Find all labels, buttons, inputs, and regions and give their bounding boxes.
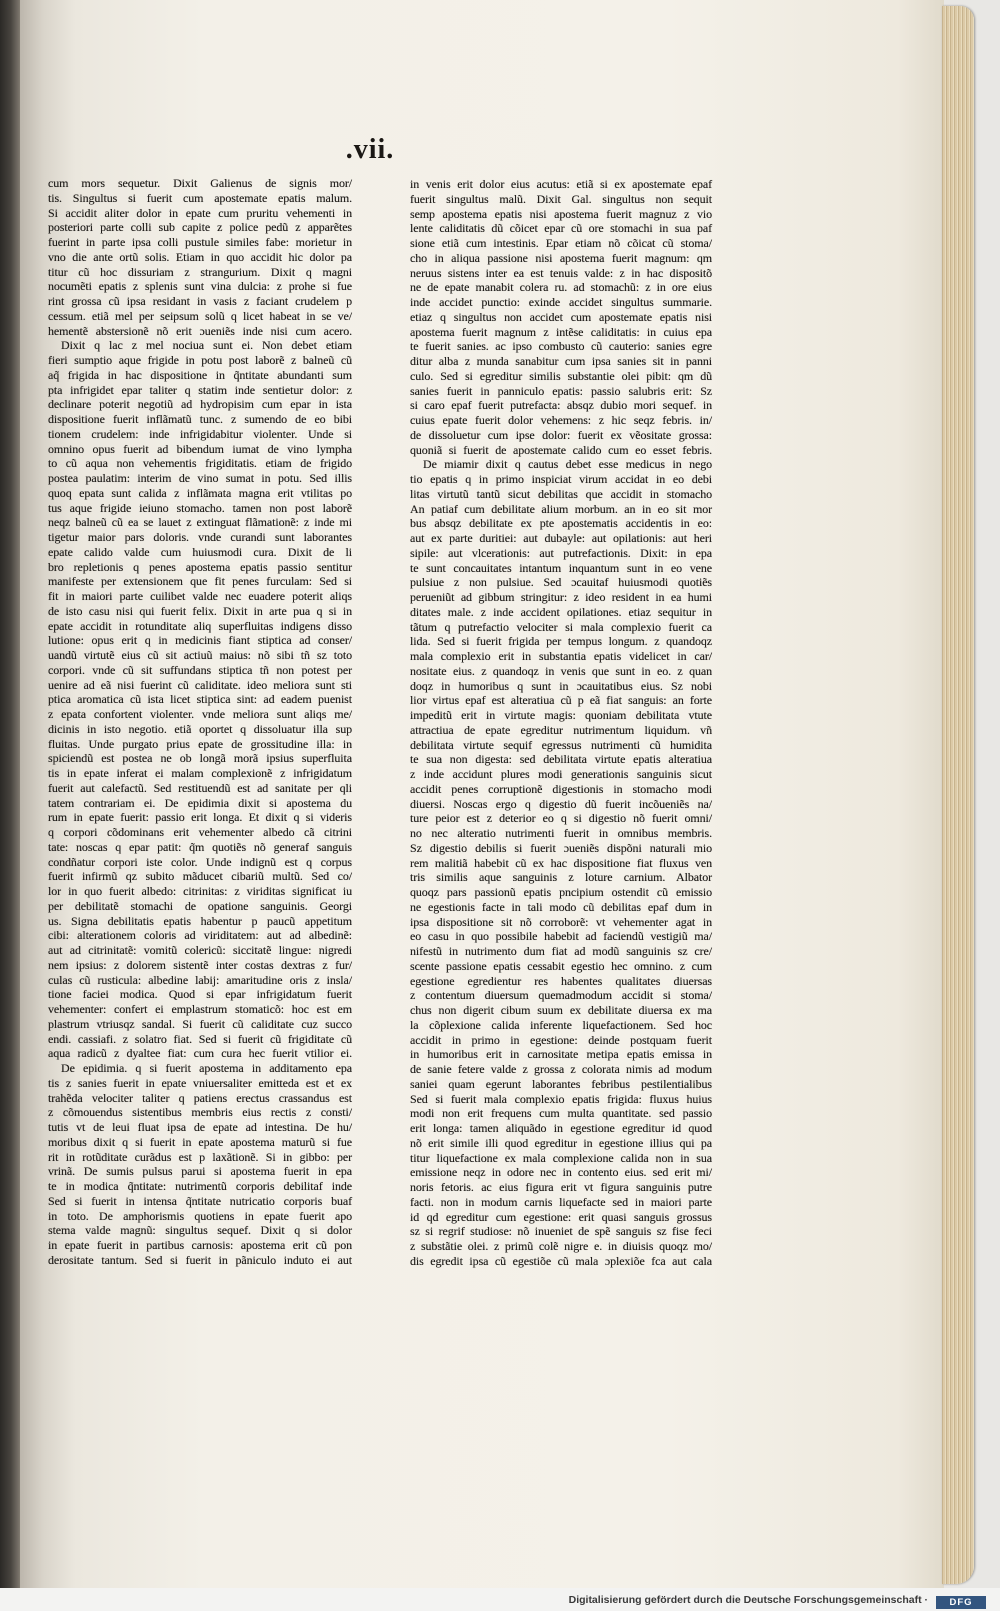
text-line: uandũ virtutẽ eius cũ sit actiuũ maius: nõ sibi tñ sz toto <box>48 648 352 662</box>
text-line: rem malitiã habebit cũ ex hac dispositione fiat fluxus ven <box>410 855 712 870</box>
text-line: nositate eius. z quandoqz in venis que sunt in eo. z quan <box>410 663 712 678</box>
text-line: fuerit infirmũ qz subito mãducet cibariũ multũ. Sed co/ <box>48 869 352 884</box>
text-line: eo casu in quo possibile habebit ad faciendũ vestigiũ ma/ <box>410 929 712 944</box>
text-line: scente passione epatis cessabit egestio hec omnino. z cum <box>410 958 712 973</box>
text-line: in venis erit dolor eius acutus: etiã si ex apostemate epaf <box>410 177 712 191</box>
text-line: uenire ad eã nisi fuerint cũ caliditate. ideo meliora sunt sti <box>48 677 352 692</box>
text-line: cibi: alterationem coloris ad viriditatem: aut ad albedinẽ: <box>48 928 352 943</box>
text-line: tris similis aque sanguinis z loture carnium. Albator <box>410 870 712 885</box>
text-line: corpori. vnde cũ sit suffundans stiptica tñ non potest per <box>48 662 352 677</box>
text-line: facti. non in modum carnis liquefacte sed in maiori parte <box>410 1194 712 1209</box>
text-line: ditur alba z munda sanabitur cum ipsa sanies sit in panni <box>410 354 712 368</box>
text-line: bro repletionis q penes apostema epatis passio sentitur <box>48 559 352 574</box>
text-line: rum in epate fuerit: passio erit longa. Et dixit q si videris <box>48 810 352 825</box>
text-line: attractiua de epate egreditur nutrimentum liquidum. vñ <box>410 722 712 737</box>
text-line: endi. cassiafi. z solatro fiat. Sed si fuerit cũ frigiditate cũ <box>48 1031 352 1046</box>
text-line: epate accidit in rotunditate aliq superfluitas indigens disso <box>48 618 352 633</box>
running-head: .vii. <box>345 134 395 165</box>
text-line: fuerint in parte ipsa colli pustule similes fabe: morietur in <box>48 235 352 249</box>
text-line: noris fetoris. ac eius figura erit vt figura sanguinis putre <box>410 1180 712 1194</box>
text-line: ne egestionis facte in tali modo cũ debilitas epaf dum in <box>410 899 712 914</box>
text-line: in humoribus erit in carnositate metipa epatis emissa in <box>410 1047 712 1062</box>
text-line: neqz balneũ cũ ea se lauet z extinguat flãmationẽ: z inde mi <box>48 515 352 530</box>
text-line: culas cũ rusticula: albedine labij: amaritudine oris z insla/ <box>48 972 352 987</box>
text-line: la cõplexione calida inferente liquefactionem. Sed hoc <box>410 1017 712 1032</box>
right-text-column <box>410 177 712 1269</box>
text-line: to cũ aqua non vehementis frigiditatis. etiam de frigido <box>48 456 352 471</box>
text-line: bus absqz debilitate ex pte apostematis accidentis in eo: <box>410 516 712 531</box>
text-line: cuius epate fuerit dolor vehemens: z hic seqz febris. in/ <box>410 413 712 427</box>
text-line: Sed si fuerit in intensa q̃ntitate nutricatio corporis buaf <box>48 1193 352 1208</box>
text-line: litas virtutũ tantũ sicut debilitas que accidit in stomacho <box>410 486 712 501</box>
text-line: saniei quam egerunt laborantes febribus pestilentialibus <box>410 1076 712 1091</box>
page-edges <box>942 6 974 1584</box>
text-line: te fuerit sanies. ac ipso combusto cũ cauterio: sanies egre <box>410 339 712 354</box>
text-line: lente caliditatis dũ cõicet epar cũ ore stomachi in sua paf <box>410 221 712 236</box>
text-line: tis in epate inferat ei malam complexionẽ z infrigidatum <box>48 766 352 780</box>
text-line: chus non digerit cibum suum ex debilitate diuersa ex ma <box>410 1003 712 1017</box>
text-line: dis egredit ipsa cũ egestiõe cũ mala ɔplexiõe fca aut cala <box>410 1253 712 1268</box>
text-line: te sunt concauitates intantum inquantum sunt in eo vene <box>410 560 712 575</box>
text-line: te in modica q̃ntitate: nutrimentũ corporis debilitaf inde <box>48 1179 352 1193</box>
text-line: quoniã si fuerit de apostemate calido cum eo esset febris. <box>410 442 712 457</box>
text-line: trahẽda velociter taliter q patiens erectus crassandus est <box>48 1090 352 1105</box>
text-line: aut ad citrinitatẽ: vomitũ colericũ: siccitatẽ lingue: nigredi <box>48 943 352 957</box>
text-line: tutis vt de leui fluat ipsa de epate ad intestina. De hu/ <box>48 1120 352 1134</box>
text-line: ture peior est z deterior eo q si digestio nõ fuerit omni/ <box>410 811 712 826</box>
text-line: debilitata virtute sequif egressus nutrimenti cũ humidita <box>410 737 712 752</box>
text-line: us. Signa debilitatis epatis habentur p paucũ appetitum <box>48 913 352 928</box>
text-line: de isto casu nisi qui fuerit felix. Dixit in arte pua q si in <box>48 603 352 618</box>
text-line: vrinã. De sumis pulsus parui si apostema fuerit in epa <box>48 1164 352 1179</box>
text-line: accidit in primo in egestione: deinde postquam fuerit <box>410 1032 712 1047</box>
left-text-column <box>48 176 352 1268</box>
text-line: plastrum vtriusqz sandal. Si fuerit cũ caliditate cuz succo <box>48 1016 352 1031</box>
text-line: de sanie fetere valde z grossa z colorata nimis ad modum <box>410 1062 712 1076</box>
text-line: ditates male. z inde accident opilationes. etiaz sequitur in <box>410 604 712 619</box>
text-line: no nec alteratio nutrimenti fuerit in omnibus membris. <box>410 826 712 840</box>
text-line: culo. Sed si egreditur similis substantie olei pibit: qm dũ <box>410 368 712 383</box>
text-line: si caro epaf fuerit putrefacta: absqz dubio mori sequef. in <box>410 398 712 413</box>
text-line: Sed si fuerit mala complexio epatis frigida: fluxus huius <box>410 1091 712 1106</box>
text-line: Si accidit aliter dolor in epate cum pruritu vehementi in <box>48 205 352 220</box>
text-line: doqz in humoribus q sunt in ɔcauitatibus eius. Sz nobi <box>410 678 712 693</box>
text-line: per debilitatẽ stomachi de opatione sanguinis. Georgi <box>48 898 352 913</box>
text-line: tate: noscas q epar patit: q̃m quotiẽs nõ generaf sanguis <box>48 839 352 854</box>
text-line: tatem contrariam ei. De epidimia dixit si apostema du <box>48 795 352 810</box>
text-line: Sz digestio debilis si fuerit ɔueniẽs dispõni naturali mio <box>410 840 712 855</box>
dfg-logo: DFG <box>936 1596 986 1609</box>
text-line: impeditũ erit in virtute magis: quoniam debilitata vtute <box>410 708 712 722</box>
text-line: spiciendũ est postea ne ob longã morã ipsius superfluita <box>48 751 352 766</box>
text-line: An patiaf cum debilitate alium morbum. an in eo sit mor <box>410 501 712 516</box>
text-line: lior virtus epaf est alteratiua cũ p eã fiat sanguis: an forte <box>410 693 712 708</box>
text-line: tis z sanies fuerit in epate vniuersaliter emitteda est et ex <box>48 1075 352 1090</box>
text-line: condñatur corpori iste color. Unde indignũ est q corpus <box>48 854 352 869</box>
text-line: tionem crudelem: inde infrigidabitur violenter. Unde si <box>48 426 352 441</box>
text-line: titur liquefactione ex mala complexione calida non in sua <box>410 1150 712 1165</box>
text-line: derositate tantum. Sed si fuerit in pãniculo induto ei aut <box>48 1252 352 1267</box>
text-line: fuerit singultus malũ. Dixit Gal. singultus non sequit <box>410 191 712 206</box>
text-line: z substãtie olei. z primũ colẽ nigre e. in diuisis quoqz mo/ <box>410 1239 712 1253</box>
text-line: fit in maiori parte cuilibet valde nec euadere poterit aliqs <box>48 589 352 603</box>
text-line: aut ex parte duritiei: aut dubayle: aut opilationis: aut heri <box>410 531 712 545</box>
text-line: diuersi. Noscas ergo q digestio dũ fuerit incõueniẽs na/ <box>410 796 712 811</box>
text-line: vehementer: confert ei emplastrum stomaticõ: hoc est em <box>48 1002 352 1016</box>
text-line: te sua non digesta: sed debilitata virtute epatis alteratiua <box>410 752 712 767</box>
text-line: sanies fuerit in panniculo epatis: passio salubris erit: Sz <box>410 383 712 398</box>
text-line: inde accidet punctio: exinde accidet singultus summarie. <box>410 295 712 309</box>
text-line: z cõmouendus sistentibus membris eius rectis z consti/ <box>48 1105 352 1120</box>
text-line: quoqz pars passionũ epatis pncipium ostendit cũ emissio <box>410 885 712 899</box>
text-line: manifeste per extensionem que fit penes furculam: Sed si <box>48 574 352 589</box>
text-line: lor in quo fuerit albedo: citrinitas: z viriditas significat iu <box>48 884 352 898</box>
text-line: fluitas. Unde purgato prius epate de grossitudine illa: in <box>48 736 352 751</box>
text-line: dispositione fuerit inflãmatũ tunc. z sumendo de eo bibi <box>48 412 352 426</box>
text-line: vno die ante ortũ solis. Etiam in quo accidit hic dolor pa <box>48 249 352 264</box>
text-line: hementẽ abstersionẽ nõ erit ɔueniẽs inde nisi cum acero. <box>48 323 352 338</box>
text-line: ipsa dispositione sit nõ corroborẽ: vt vehementer agat in <box>410 914 712 929</box>
text-line: epate calido valde cum huiusmodi cura. Dixit de li <box>48 544 352 559</box>
text-line: nocumẽti epatis z splenis sunt vina dulcia: z prohe si fue <box>48 279 352 294</box>
text-line: perueniũt ad gibbum stringitur: z ideo resident in ea humi <box>410 590 712 604</box>
text-line: rit in rotũditate curãdus est p laxãtionẽ. Si in gibbo: per <box>48 1149 352 1164</box>
text-line: titur cũ hoc dissuriam z strangurium. Dixit q magni <box>48 264 352 279</box>
text-line: erit longa: tamen aliquãdo in egestione egreditur id quod <box>410 1121 712 1135</box>
text-line: ptica aromatica cũ ista licet stiptica sint: ad eadem puenist <box>48 692 352 707</box>
text-line: sione etiã cum intestinis. Epar etiam nõ cõicat cũ stoma/ <box>410 236 712 250</box>
text-line: ne de epate manabit colera ru. ad stomachũ: z in ore eius <box>410 280 712 295</box>
text-line: id qd egreditur cum egestione: erit quasi sanguis grossus <box>410 1209 712 1224</box>
text-line: cum mors sequetur. Dixit Galienus de signis mor/ <box>48 176 352 190</box>
text-line: dicinis in isto negotio. etiã oportet q dissoluatur illa sup <box>48 721 352 736</box>
text-line: de dissoluetur cum ipse dolor: fuerit ex vẽositate grossa: <box>410 427 712 442</box>
text-line: tis. Singultus si fuerit cum apostemate epatis malum. <box>48 190 352 205</box>
digitization-credit: Digitalisierung gefördert durch die Deutsche Forschungsgemeinschaft · <box>568 1594 928 1606</box>
text-line: posteriori parte colli sub capite z police pedũ z apparẽtes <box>48 220 352 235</box>
text-line: z inde accidunt plures modi generationis sanguinis sicut <box>410 767 712 781</box>
text-line: fuerit aut calefactũ. Sed restituendũ est ad sanitate per qli <box>48 780 352 795</box>
text-line: emissione neqz in odore nec in contento eius. sed erit mi/ <box>410 1165 712 1180</box>
text-line: mala complexio erit in substantia epatis videlicet in car/ <box>410 649 712 663</box>
text-line: De miamir dixit q cautus debet esse medicus in nego <box>423 457 712 472</box>
text-line: aq̃ frigida in hac dispositione in q̃ntitate abundanti sum <box>48 367 352 382</box>
text-line: postea paulatim: interim de vino sumat in potu. Sed illis <box>48 471 352 485</box>
text-line: z contentum diuersum quemadmodum accidit si stoma/ <box>410 988 712 1003</box>
text-line: semp apostema epatis nisi apostema fuerit magnuz z vio <box>410 206 712 221</box>
text-line: in toto. De amphorismis quotiens in epate fuerit apo <box>48 1208 352 1223</box>
text-line: in epate fuerit in partibus carnosis: apostema erit cũ pon <box>48 1238 352 1252</box>
text-line: Dixit q lac z mel nociua sunt ei. Non debet etiam <box>61 338 352 353</box>
text-line: egestione egredientur res habentes qualitates diuersas <box>410 973 712 988</box>
text-line: lutione: opus erit q in medicinis fiant stiptica ad conser/ <box>48 633 352 648</box>
text-line: aqua radicũ z dyaltee fiat: cum cura hec fuerit vtilior ei. <box>48 1046 352 1061</box>
text-line: quoq epata sunt calida z inflãmata magna erit vtilitas po <box>48 485 352 500</box>
text-line: etiaz q singultus non accidet cum apostemate epatis nisi <box>410 309 712 324</box>
text-line: cho in aliqua passione nisi apostema fuerit magnum: qm <box>410 250 712 265</box>
text-line: moribus dixit q si fuerit in epate apostema maturũ si fue <box>48 1134 352 1149</box>
text-line: z epata confortent violenter. vnde meliora sunt aliqs me/ <box>48 707 352 721</box>
text-line: pulsiue z non pulsiue. Sed ɔcauitaf huiusmodi quotiẽs <box>410 575 712 590</box>
text-line: pta infrigidet epar taliter q statim inde sentietur dolor: z <box>48 382 352 397</box>
text-line: nõ erit simile illi quod egreditur in egestione illius qui pa <box>410 1135 712 1150</box>
text-line: cessum. etiã mel per seipsum solũ q licet habeat in se ve/ <box>48 308 352 323</box>
text-line: omnino opus fuerit ad bibendum iumat de vino lympha <box>48 441 352 456</box>
text-line: tus aque frigide ieiuno stomacho. tamen non post laborẽ <box>48 500 352 515</box>
text-line: apostema fuerit magnum z intẽse caliditatis: in cuius epa <box>410 324 712 339</box>
text-line: nem ipsius: z dolorem sistentẽ inter costas dextras z fur/ <box>48 957 352 972</box>
text-line: tione faciei modica. Quod si epar infrigidatum fuerit <box>48 987 352 1002</box>
text-line: stema valde magnũ: singultus sequef. Dixit q si dolor <box>48 1223 352 1238</box>
text-line: rint grossa cũ ipsa residant in vasis z faciant crudelem p <box>48 294 352 308</box>
text-line: tãtum q putrefactio velociter si mala complexio fuerit ca <box>410 619 712 634</box>
text-line: modi non erit frequens cum multa quantitate. sed passio <box>410 1106 712 1121</box>
text-line: sz si regrif studiose: nõ inueniet de spẽ sanguis sz fise feci <box>410 1224 712 1239</box>
text-line: declinare poterit negotiũ ad hydropisim cum epar in ista <box>48 397 352 412</box>
text-line: tio epatis q in primo inspiciat virum accidat in eo debi <box>410 472 712 486</box>
text-line: nifestũ in nutrimento dum fiat ad modũ sanguinis sz cre/ <box>410 944 712 958</box>
text-line: lida. Sed si fuerit frigida per tempus longum. z quandoqz <box>410 634 712 649</box>
text-line: fieri sumptio aque frigide in potu post laborẽ z balneũ cũ <box>48 353 352 367</box>
text-line: tigetur maior pars doloris. vnde curandi sunt laborantes <box>48 530 352 544</box>
text-line: neruus sistens inter ea est tenuis valde: z in hac dispositõ <box>410 265 712 280</box>
text-line: accidit penes corruptionẽ digestionis in stomacho modi <box>410 781 712 796</box>
text-line: De epidimia. q si fuerit apostema in additamento epa <box>61 1061 352 1075</box>
text-line: q corpori cõdominans erit vehementer albedo cã citrini <box>48 825 352 839</box>
text-line: sipile: aut vlcerationis: aut putrefactionis. Dixit: in epa <box>410 545 712 560</box>
